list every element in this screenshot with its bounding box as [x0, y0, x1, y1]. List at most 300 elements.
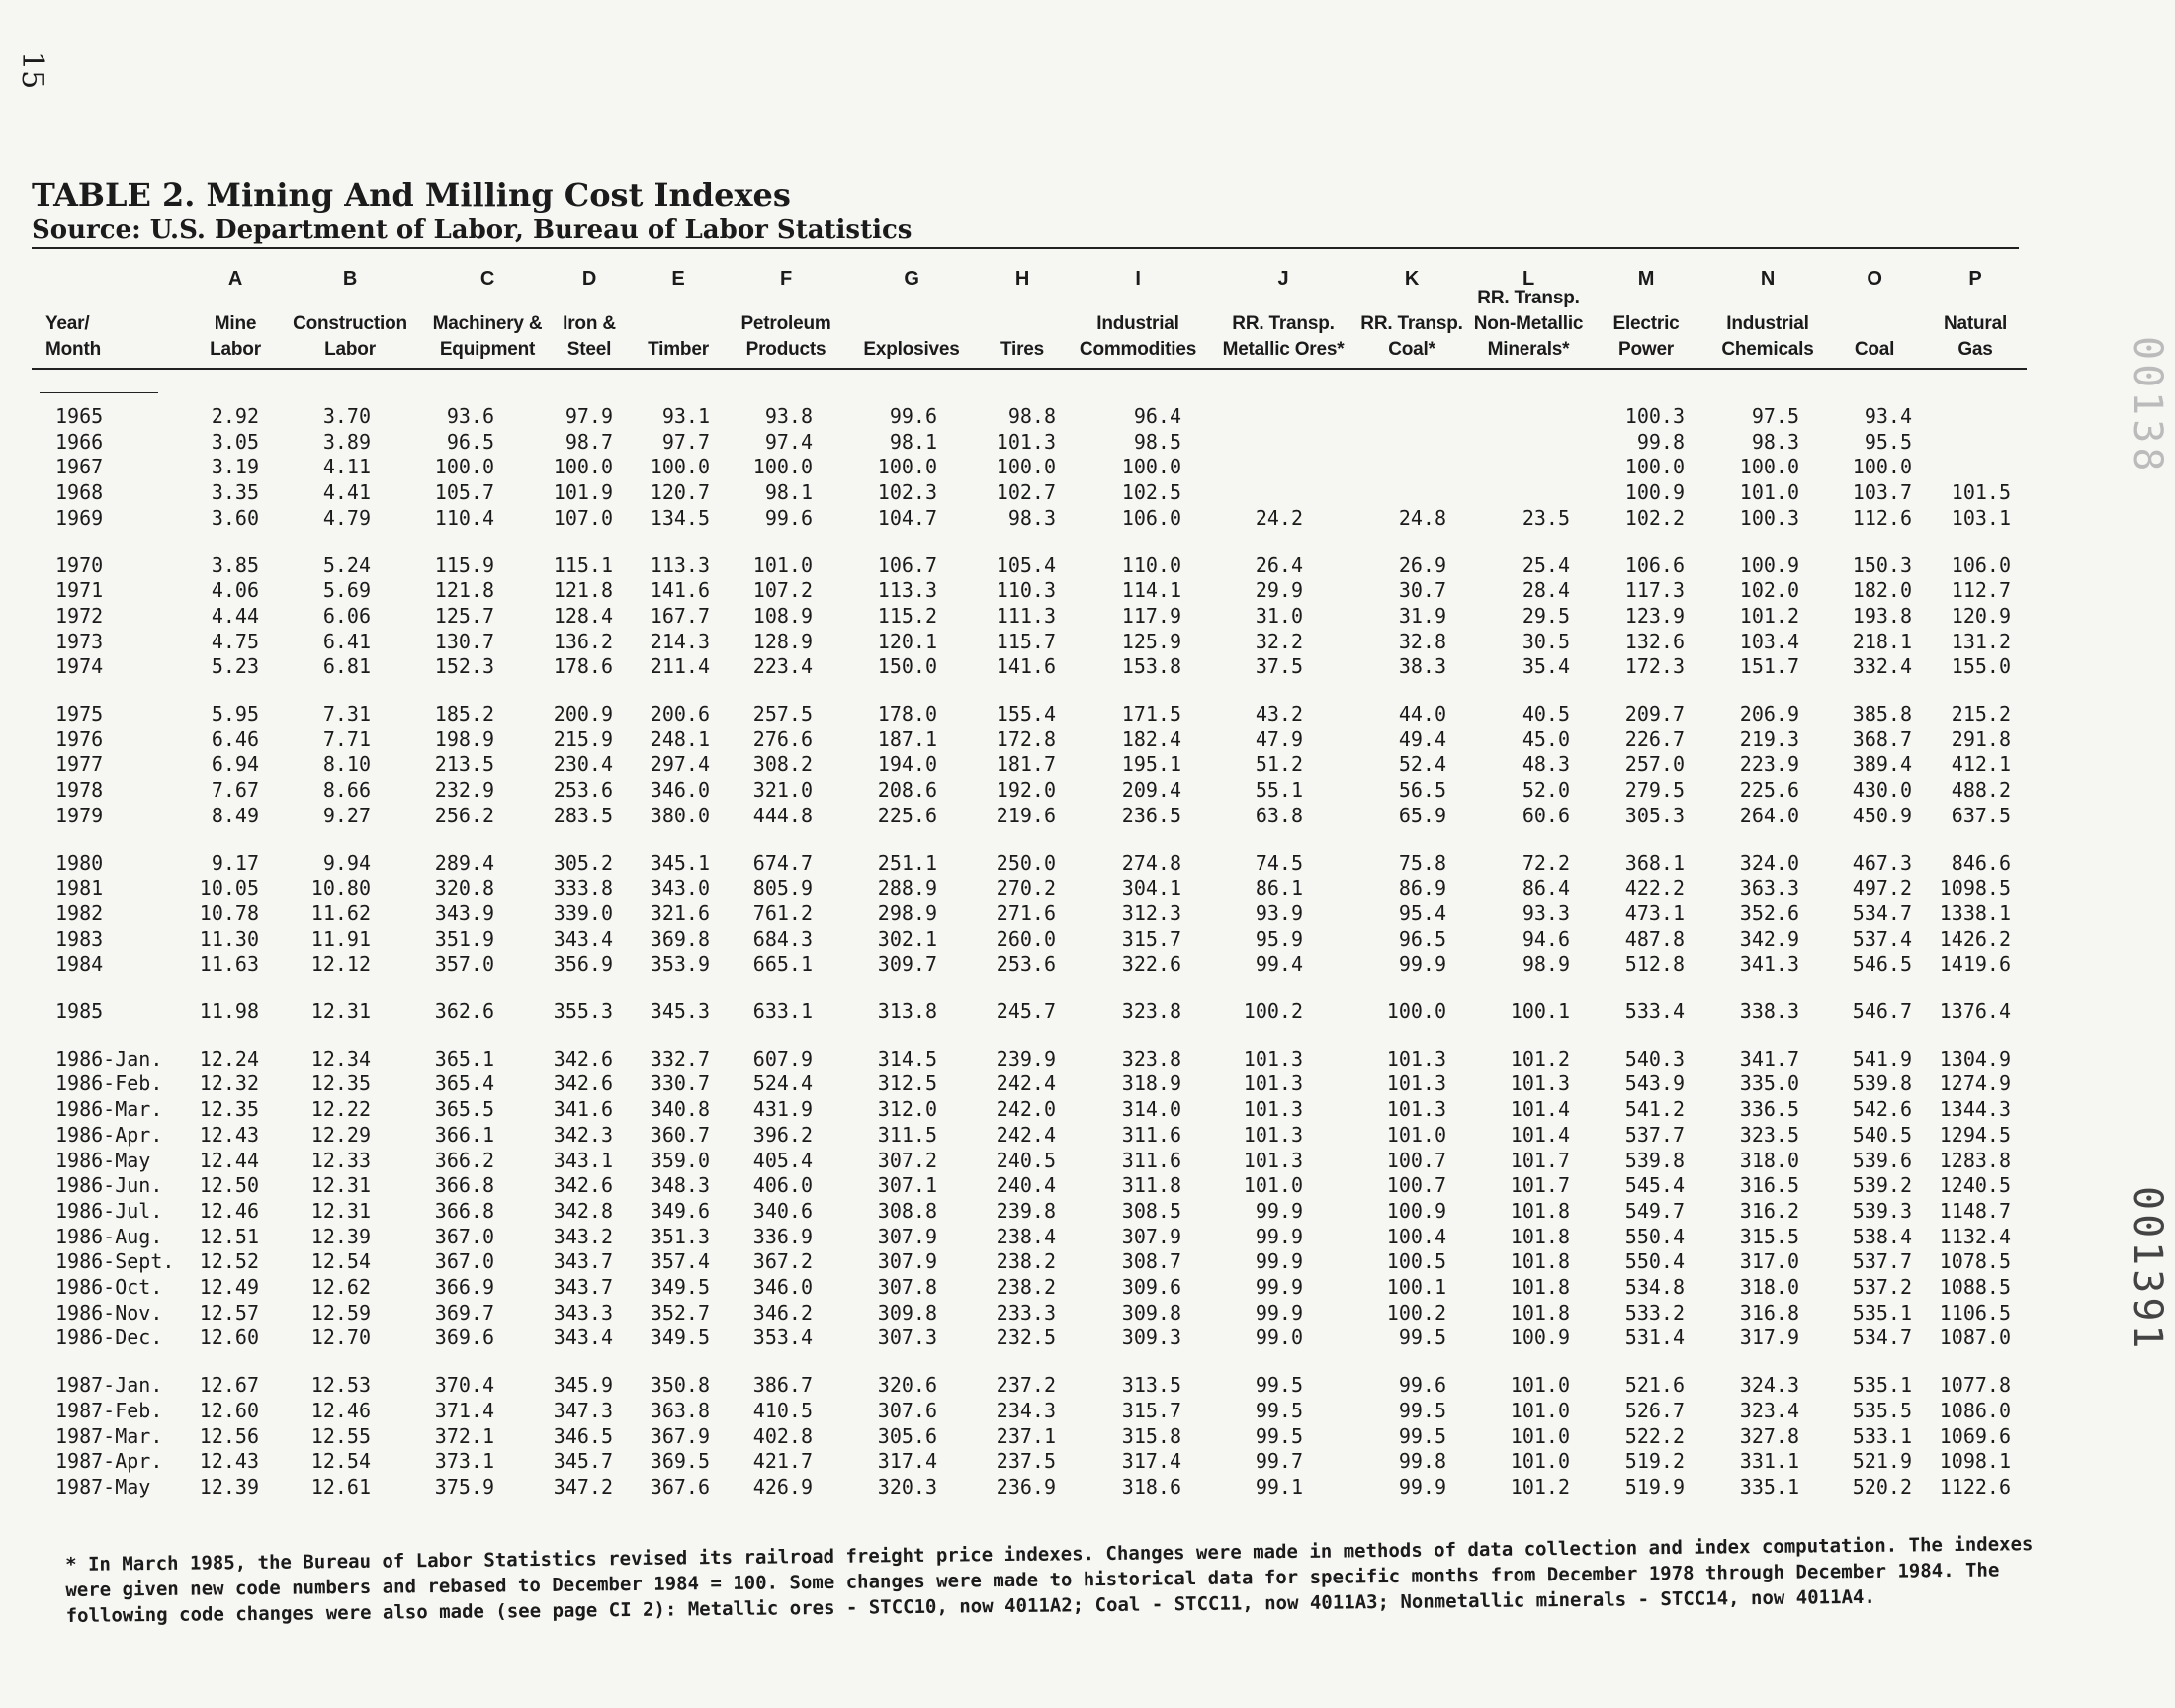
table-cell: 3.85 — [211, 553, 259, 577]
table-cell: 519.9 — [1624, 1474, 1685, 1498]
table-cell: 340.6 — [752, 1198, 813, 1223]
table-cell: 11.91 — [310, 926, 371, 951]
table-cell: 153.8 — [1121, 654, 1181, 679]
table-cell: 11.63 — [199, 952, 259, 977]
column-letter: N — [1760, 268, 1776, 290]
table-cell: 375.9 — [434, 1474, 494, 1498]
table-cell: 238.2 — [996, 1275, 1056, 1299]
table-cell: 1148.7 — [1939, 1198, 2011, 1223]
table-cell: 550.4 — [1624, 1224, 1685, 1248]
table-cell: 317.4 — [877, 1449, 937, 1474]
table-cell: 101.0 — [1386, 1122, 1446, 1147]
table-cell: 335.0 — [1739, 1071, 1799, 1096]
table-cell: 356.9 — [553, 952, 613, 977]
table-cell: 1283.8 — [1939, 1148, 2011, 1172]
table-cell: 209.4 — [1121, 778, 1181, 803]
table-cell: 537.7 — [1852, 1249, 1912, 1274]
table-cell: 3.89 — [322, 429, 371, 454]
table-cell: 6.94 — [211, 752, 259, 777]
table-cell: 10.05 — [199, 876, 259, 900]
row-label: 1975 — [55, 702, 104, 726]
table-cell: 315.7 — [1121, 1398, 1181, 1422]
table-cell: 12.22 — [310, 1097, 371, 1122]
table-cell: 12.55 — [310, 1423, 371, 1448]
table-cell: 11.30 — [199, 926, 259, 951]
table-cell: 101.0 — [1510, 1449, 1570, 1474]
table-cell: 309.8 — [877, 1300, 937, 1324]
table-cell: 345.3 — [650, 999, 710, 1023]
table-cell: 107.2 — [752, 578, 813, 603]
table-cell: 198.9 — [434, 726, 494, 751]
column-header-label: Petroleum — [740, 313, 831, 334]
table-cell: 31.0 — [1255, 603, 1303, 628]
table-cell: 99.8 — [1398, 1449, 1446, 1474]
table-cell: 98.1 — [889, 429, 937, 454]
table-cell: 526.7 — [1624, 1398, 1685, 1422]
table-cell: 123.9 — [1624, 603, 1685, 628]
table-cell: 320.3 — [877, 1474, 937, 1498]
row-label: 1986-Jan. — [55, 1046, 163, 1070]
table-cell: 335.1 — [1739, 1474, 1799, 1498]
table-cell: 44.0 — [1398, 702, 1446, 726]
row-label: 1985 — [55, 999, 104, 1023]
table-cell: 105.7 — [434, 480, 494, 505]
table-cell: 233.3 — [996, 1300, 1056, 1324]
table-cell: 4.41 — [322, 480, 371, 505]
table-cell: 533.2 — [1624, 1300, 1685, 1324]
table-cell: 106.7 — [877, 553, 937, 577]
table-cell: 512.8 — [1624, 952, 1685, 977]
table-cell: 51.2 — [1255, 752, 1303, 777]
table-cell: 305.3 — [1624, 803, 1685, 827]
column-header-label: Labor — [324, 339, 376, 360]
table-cell: 7.71 — [322, 726, 371, 751]
table-cell: 320.8 — [434, 876, 494, 900]
table-cell: 389.4 — [1852, 752, 1912, 777]
table-cell: 236.5 — [1121, 803, 1181, 827]
table-cell: 313.5 — [1121, 1373, 1181, 1398]
column-header-label: Electric — [1612, 313, 1680, 334]
column-letter: F — [779, 268, 793, 290]
table-cell: 185.2 — [434, 702, 494, 726]
table-cell: 102.3 — [877, 480, 937, 505]
table-cell: 99.5 — [1255, 1373, 1303, 1398]
table-cell: 367.0 — [434, 1224, 494, 1248]
table-cell: 30.7 — [1398, 578, 1446, 603]
table-cell: 348.3 — [650, 1173, 710, 1198]
column-header-label: Industrial — [1096, 313, 1179, 334]
table-cell: 102.5 — [1121, 480, 1181, 505]
table-cell: 131.2 — [1951, 629, 2011, 653]
table-cell: 63.8 — [1255, 803, 1303, 827]
table-cell: 95.9 — [1255, 926, 1303, 951]
table-cell: 178.0 — [877, 702, 937, 726]
table-cell: 240.4 — [996, 1173, 1056, 1198]
table-cell: 2.92 — [211, 404, 259, 428]
column-header-label: Explosives — [863, 339, 960, 360]
table-cell: 321.6 — [650, 900, 710, 925]
table-cell: 1344.3 — [1939, 1097, 2011, 1122]
table-cell: 108.9 — [752, 603, 813, 628]
table-cell: 533.1 — [1852, 1423, 1912, 1448]
table-cell: 316.8 — [1739, 1300, 1799, 1324]
table-cell: 86.4 — [1522, 876, 1570, 900]
table-cell: 11.62 — [310, 900, 371, 925]
table-cell: 181.7 — [996, 752, 1056, 777]
row-label: 1986-Oct. — [55, 1275, 163, 1299]
table-cell: 4.06 — [211, 578, 259, 603]
table-cell: 101.7 — [1510, 1148, 1570, 1172]
table-cell: 12.39 — [199, 1474, 259, 1498]
table-cell: 330.7 — [650, 1071, 710, 1096]
table-cell: 100.9 — [1386, 1198, 1446, 1223]
table-cell: 357.4 — [650, 1249, 710, 1274]
table-cell: 12.60 — [199, 1398, 259, 1422]
table-cell: 346.0 — [650, 778, 710, 803]
table-cell: 385.8 — [1852, 702, 1912, 726]
table-cell: 113.3 — [877, 578, 937, 603]
table-cell: 93.1 — [661, 404, 710, 428]
table-cell: 99.8 — [1636, 429, 1685, 454]
table-cell: 360.7 — [650, 1122, 710, 1147]
table-cell: 363.3 — [1739, 876, 1799, 900]
table-cell: 12.43 — [199, 1122, 259, 1147]
table-cell: 100.3 — [1624, 404, 1685, 428]
table-cell: 352.7 — [650, 1300, 710, 1324]
table-cell: 200.9 — [553, 702, 613, 726]
column-letter: M — [1637, 268, 1655, 290]
table-cell: 444.8 — [752, 803, 813, 827]
table-cell: 219.6 — [996, 803, 1056, 827]
table-cell: 8.66 — [322, 778, 371, 803]
table-cell: 12.54 — [310, 1249, 371, 1274]
table-cell: 288.9 — [877, 876, 937, 900]
table-cell: 187.1 — [877, 726, 937, 751]
table-cell: 99.6 — [889, 404, 937, 428]
table-cell: 3.70 — [322, 404, 371, 428]
table-cell: 10.78 — [199, 900, 259, 925]
table-cell: 323.8 — [1121, 999, 1181, 1023]
table-cell: 101.8 — [1510, 1224, 1570, 1248]
table-cell: 99.5 — [1255, 1398, 1303, 1422]
table-cell: 12.44 — [199, 1148, 259, 1172]
table-cell: 1088.5 — [1939, 1275, 2011, 1299]
table-cell: 308.5 — [1121, 1198, 1181, 1223]
column-letter: L — [1522, 268, 1535, 290]
table-cell: 343.4 — [553, 926, 613, 951]
table-cell: 386.7 — [752, 1373, 813, 1398]
table-cell: 225.6 — [877, 803, 937, 827]
table-cell: 367.0 — [434, 1249, 494, 1274]
table-cell: 369.5 — [650, 1449, 710, 1474]
row-label: 1986-Jun. — [55, 1173, 163, 1198]
table-cell: 86.1 — [1255, 876, 1303, 900]
table-cell: 535.1 — [1852, 1373, 1912, 1398]
table-cell: 32.8 — [1398, 629, 1446, 653]
table-cell: 100.7 — [1386, 1173, 1446, 1198]
table-cell: 543.9 — [1624, 1071, 1685, 1096]
table-cell: 12.35 — [310, 1071, 371, 1096]
table-cell: 317.0 — [1739, 1249, 1799, 1274]
table-cell: 540.5 — [1852, 1122, 1912, 1147]
table-cell: 323.5 — [1739, 1122, 1799, 1147]
table-cell: 633.1 — [752, 999, 813, 1023]
table-cell: 534.8 — [1624, 1275, 1685, 1299]
table-cell: 412.1 — [1951, 752, 2011, 777]
table-cell: 522.2 — [1624, 1423, 1685, 1448]
table-cell: 537.2 — [1852, 1275, 1912, 1299]
table-cell: 236.9 — [996, 1474, 1056, 1498]
column-header-label: Machinery & — [432, 313, 543, 334]
table-cell: 342.6 — [553, 1071, 613, 1096]
column-header-label: Minerals* — [1487, 339, 1570, 360]
table-cell: 101.8 — [1510, 1198, 1570, 1223]
table-cell: 98.3 — [1751, 429, 1799, 454]
table-cell: 101.7 — [1510, 1173, 1570, 1198]
table-cell: 349.5 — [650, 1275, 710, 1299]
table-cell: 1087.0 — [1939, 1325, 2011, 1350]
table-cell: 6.81 — [322, 654, 371, 679]
table-cell: 100.1 — [1510, 999, 1570, 1023]
table-cell: 4.11 — [322, 455, 371, 479]
column-letter: I — [1135, 268, 1141, 290]
table-cell: 120.1 — [877, 629, 937, 653]
table-cell: 351.9 — [434, 926, 494, 951]
table-cell: 60.6 — [1522, 803, 1570, 827]
table-cell: 238.2 — [996, 1249, 1056, 1274]
table-cell: 12.24 — [199, 1046, 259, 1070]
table-cell: 321.0 — [752, 778, 813, 803]
table-cell: 101.3 — [1243, 1071, 1303, 1096]
table-cell: 1294.5 — [1939, 1122, 2011, 1147]
table-cell: 7.31 — [322, 702, 371, 726]
table-cell: 1240.5 — [1939, 1173, 2011, 1198]
table-cell: 101.2 — [1739, 603, 1799, 628]
table-cell: 535.1 — [1852, 1300, 1912, 1324]
table-cell: 368.7 — [1852, 726, 1912, 751]
table-cell: 65.9 — [1398, 803, 1446, 827]
table-cell: 343.4 — [553, 1325, 613, 1350]
table-cell: 237.2 — [996, 1373, 1056, 1398]
row-label: 1986-Apr. — [55, 1122, 163, 1147]
table-cell: 101.3 — [1243, 1046, 1303, 1070]
row-label: 1979 — [55, 803, 104, 827]
table-cell: 380.0 — [650, 803, 710, 827]
table-cell: 12.46 — [310, 1398, 371, 1422]
table-cell: 101.3 — [1243, 1097, 1303, 1122]
table-cell: 1098.5 — [1939, 876, 2011, 900]
table-cell: 402.8 — [752, 1423, 813, 1448]
table-cell: 540.3 — [1624, 1046, 1685, 1070]
row-label: 1986-Feb. — [55, 1071, 163, 1096]
row-label: 1987-Feb. — [55, 1398, 163, 1422]
table-cell: 3.05 — [211, 429, 259, 454]
table-cell: 182.0 — [1852, 578, 1912, 603]
column-header-label: Timber — [648, 339, 709, 360]
table-cell: 345.1 — [650, 850, 710, 875]
table-cell: 12.31 — [310, 999, 371, 1023]
table-cell: 248.1 — [650, 726, 710, 751]
table-cell: 194.0 — [877, 752, 937, 777]
table-cell: 324.3 — [1739, 1373, 1799, 1398]
table-cell: 43.2 — [1255, 702, 1303, 726]
table-cell: 347.2 — [553, 1474, 613, 1498]
column-header-label: Month — [45, 339, 101, 360]
table-cell: 450.9 — [1852, 803, 1912, 827]
column-header-label: Chemicals — [1721, 339, 1814, 360]
table-cell: 537.7 — [1624, 1122, 1685, 1147]
table-cell: 110.3 — [996, 578, 1056, 603]
table-cell: 225.6 — [1739, 778, 1799, 803]
table-cell: 99.5 — [1398, 1398, 1446, 1422]
table-cell: 550.4 — [1624, 1249, 1685, 1274]
table-cell: 520.2 — [1852, 1474, 1912, 1498]
table-cell: 1069.6 — [1939, 1423, 2011, 1448]
table-cell: 338.3 — [1739, 999, 1799, 1023]
table-cell: 242.4 — [996, 1071, 1056, 1096]
table-cell: 336.5 — [1739, 1097, 1799, 1122]
table-cell: 105.4 — [996, 553, 1056, 577]
table-cell: 353.4 — [752, 1325, 813, 1350]
table-cell: 353.9 — [650, 952, 710, 977]
table-cell: 318.0 — [1739, 1275, 1799, 1299]
table-cell: 521.9 — [1852, 1449, 1912, 1474]
table-cell: 93.9 — [1255, 900, 1303, 925]
table-cell: 101.8 — [1510, 1249, 1570, 1274]
table-cell: 406.0 — [752, 1173, 813, 1198]
table-cell: 349.5 — [650, 1325, 710, 1350]
table-cell: 304.1 — [1121, 876, 1181, 900]
table-cell: 307.9 — [877, 1249, 937, 1274]
table-cell: 607.9 — [752, 1046, 813, 1070]
table-cell: 307.9 — [877, 1224, 937, 1248]
table-cell: 12.43 — [199, 1449, 259, 1474]
table-cell: 846.6 — [1951, 850, 2011, 875]
table-cell: 100.9 — [1510, 1325, 1570, 1350]
table-cell: 103.1 — [1951, 505, 2011, 530]
row-label: 1965 — [55, 404, 104, 428]
table-cell: 1077.8 — [1939, 1373, 2011, 1398]
table-cell: 372.1 — [434, 1423, 494, 1448]
table-cell: 308.8 — [877, 1198, 937, 1223]
column-letter: G — [904, 268, 919, 290]
table-cell: 99.9 — [1398, 952, 1446, 977]
table-cell: 242.4 — [996, 1122, 1056, 1147]
table-cell: 256.2 — [434, 803, 494, 827]
table-cell: 5.69 — [322, 578, 371, 603]
table-cell: 99.6 — [1398, 1373, 1446, 1398]
row-label: 1974 — [55, 654, 104, 679]
table-cell: 101.2 — [1510, 1046, 1570, 1070]
table-cell: 1304.9 — [1939, 1046, 2011, 1070]
table-cell: 100.9 — [1624, 480, 1685, 505]
table-cell: 307.1 — [877, 1173, 937, 1198]
table-cell: 1098.1 — [1939, 1449, 2011, 1474]
table-cell: 38.3 — [1398, 654, 1446, 679]
table-cell: 317.4 — [1121, 1449, 1181, 1474]
table-cell: 8.49 — [211, 803, 259, 827]
table-cell: 12.61 — [310, 1474, 371, 1498]
column-header-label: Metallic Ores* — [1222, 339, 1345, 360]
table-cell: 430.0 — [1852, 778, 1912, 803]
table-cell: 101.0 — [752, 553, 813, 577]
table-cell: 298.9 — [877, 900, 937, 925]
column-header-label: Coal — [1854, 339, 1895, 360]
table-cell: 410.5 — [752, 1398, 813, 1422]
table-cell: 366.9 — [434, 1275, 494, 1299]
table-cell: 371.4 — [434, 1398, 494, 1422]
table-cell: 100.2 — [1386, 1300, 1446, 1324]
row-label: 1987-Apr. — [55, 1449, 163, 1474]
table-cell: 534.7 — [1852, 900, 1912, 925]
column-header-label: Construction — [293, 313, 407, 334]
table-cell: 519.2 — [1624, 1449, 1685, 1474]
table-cell: 309.6 — [1121, 1275, 1181, 1299]
table-cell: 74.5 — [1255, 850, 1303, 875]
table-title: TABLE 2. Mining And Milling Cost Indexes — [32, 176, 791, 214]
column-letter: J — [1277, 268, 1289, 290]
table-cell: 345.7 — [553, 1449, 613, 1474]
table-cell: 242.0 — [996, 1097, 1056, 1122]
table-cell: 238.4 — [996, 1224, 1056, 1248]
table-cell: 37.5 — [1255, 654, 1303, 679]
table-cell: 534.7 — [1852, 1325, 1912, 1350]
table-cell: 240.5 — [996, 1148, 1056, 1172]
table-cell: 223.4 — [752, 654, 813, 679]
table-cell: 98.5 — [1133, 429, 1181, 454]
table-cell: 271.6 — [996, 900, 1056, 925]
table-cell: 9.27 — [322, 803, 371, 827]
table-cell: 99.5 — [1255, 1423, 1303, 1448]
table-cell: 488.2 — [1951, 778, 2011, 803]
table-cell: 232.9 — [434, 778, 494, 803]
table-cell: 342.6 — [553, 1173, 613, 1198]
table-cell: 101.3 — [1510, 1071, 1570, 1096]
table-cell: 539.2 — [1852, 1173, 1912, 1198]
table-cell: 313.8 — [877, 999, 937, 1023]
column-header-label: Natural — [1943, 313, 2008, 334]
table-cell: 232.5 — [996, 1325, 1056, 1350]
table-cell: 339.0 — [553, 900, 613, 925]
row-label: 1986-Aug. — [55, 1224, 163, 1248]
table-cell: 104.7 — [877, 505, 937, 530]
table-cell: 1122.6 — [1939, 1474, 2011, 1498]
table-cell: 23.5 — [1522, 505, 1570, 530]
row-label: 1968 — [55, 480, 104, 505]
table-cell: 546.5 — [1852, 952, 1912, 977]
table-cell: 323.8 — [1121, 1046, 1181, 1070]
table-cell: 102.0 — [1739, 578, 1799, 603]
table-cell: 3.35 — [211, 480, 259, 505]
table-cell: 239.8 — [996, 1198, 1056, 1223]
table-cell: 98.7 — [565, 429, 613, 454]
table-cell: 345.9 — [553, 1373, 613, 1398]
table-cell: 103.4 — [1739, 629, 1799, 653]
table-cell: 100.7 — [1386, 1148, 1446, 1172]
table-cell: 136.2 — [553, 629, 613, 653]
column-header-label: Steel — [566, 339, 612, 360]
table-cell: 340.8 — [650, 1097, 710, 1122]
table-cell: 24.8 — [1398, 505, 1446, 530]
column-header-label: Commodities — [1079, 339, 1197, 360]
table-cell: 171.5 — [1121, 702, 1181, 726]
table-cell: 12.60 — [199, 1325, 259, 1350]
table-cell: 312.3 — [1121, 900, 1181, 925]
table-cell: 279.5 — [1624, 778, 1685, 803]
row-label: 1986-May — [55, 1148, 151, 1172]
column-header-label: Products — [745, 339, 826, 360]
table-cell: 99.5 — [1398, 1325, 1446, 1350]
